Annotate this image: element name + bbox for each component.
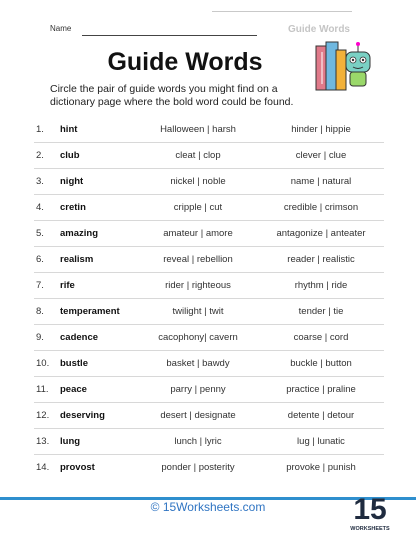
bold-word: cadence	[60, 332, 99, 343]
logo-number: 15	[353, 493, 387, 526]
item-number: 2.	[36, 150, 44, 161]
guide-pair-b[interactable]: lug | lunatic	[297, 436, 345, 447]
guide-pair-b[interactable]: buckle | button	[290, 358, 352, 369]
item-number: 9.	[36, 332, 44, 343]
guide-pair-b[interactable]: tender | tie	[298, 306, 344, 317]
guide-pair-b[interactable]: clever | clue	[295, 150, 347, 161]
list-item	[0, 299, 416, 325]
bold-word: night	[60, 176, 84, 187]
guide-pair-a[interactable]: basket | bawdy	[166, 358, 230, 369]
guide-pair-b[interactable]: detente | detour	[287, 410, 355, 421]
guide-pair-b[interactable]: practice | praline	[286, 384, 356, 395]
name-label: Name	[50, 24, 72, 33]
bold-word: hint	[60, 124, 78, 135]
logo-text: WORKSHEETS	[350, 526, 390, 532]
copyright-link[interactable]: © 15Worksheets.com	[150, 500, 266, 514]
list-item	[0, 403, 416, 429]
guide-pair-a[interactable]: nickel | noble	[170, 176, 226, 187]
header-divider	[212, 11, 352, 12]
list-item	[0, 455, 416, 481]
instructions: Circle the pair of guide words you might find on a dictionary page where the bold word could be found.	[50, 83, 294, 108]
item-number: 13.	[36, 436, 50, 447]
list-item	[0, 351, 416, 377]
item-number: 1.	[36, 124, 44, 135]
list-item	[0, 195, 416, 221]
item-number: 5.	[36, 228, 44, 239]
brand-label: Guide Words	[287, 24, 350, 35]
guide-pair-a[interactable]: amateur | amore	[163, 228, 233, 239]
list-item	[0, 221, 416, 247]
guide-pair-a[interactable]: parry | penny	[170, 384, 226, 395]
list-item	[0, 377, 416, 403]
bold-word: rife	[60, 280, 75, 291]
bold-word: peace	[60, 384, 87, 395]
worksheet-header	[50, 24, 350, 38]
list-item	[0, 325, 416, 351]
bold-word: temperament	[60, 306, 120, 317]
books-robot-illustration	[312, 36, 376, 96]
guide-pair-b[interactable]: provoke | punish	[286, 462, 356, 473]
item-number: 7.	[36, 280, 44, 291]
item-number: 4.	[36, 202, 44, 213]
guide-pair-b[interactable]: hinder | hippie	[291, 124, 351, 135]
worksheets-logo	[350, 485, 390, 535]
guide-pair-a[interactable]: lunch | lyric	[174, 436, 222, 447]
guide-pair-a[interactable]: twilight | twit	[172, 306, 224, 317]
item-number: 12.	[36, 410, 50, 421]
bold-word: lung	[60, 436, 81, 447]
list-item	[0, 117, 416, 143]
page-title: Guide Words	[107, 48, 263, 76]
bold-word: realism	[60, 254, 94, 265]
bold-word: club	[60, 150, 80, 161]
item-number: 11.	[36, 384, 49, 395]
list-item	[0, 169, 416, 195]
bold-word: bustle	[60, 358, 88, 369]
guide-pair-b[interactable]: name | natural	[290, 176, 352, 187]
bold-word: deserving	[60, 410, 105, 421]
item-number: 14.	[36, 462, 50, 473]
bold-word: cretin	[60, 202, 86, 213]
guide-pair-b[interactable]: coarse | cord	[293, 332, 349, 343]
guide-pair-a[interactable]: cacophony| cavern	[158, 332, 238, 343]
item-number: 8.	[36, 306, 44, 317]
guide-pair-b[interactable]: credible | crimson	[283, 202, 359, 213]
item-number: 6.	[36, 254, 44, 265]
guide-pair-a[interactable]: rider | righteous	[165, 280, 231, 291]
guide-pair-a[interactable]: reveal | rebellion	[163, 254, 233, 265]
guide-pair-a[interactable]: cripple | cut	[173, 202, 223, 213]
bold-word: provost	[60, 462, 95, 473]
guide-pair-a[interactable]: ponder | posterity	[161, 462, 235, 473]
guide-pair-b[interactable]: rhythm | ride	[294, 280, 348, 291]
list-item	[0, 429, 416, 455]
guide-pair-a[interactable]: cleat | clop	[175, 150, 221, 161]
item-number: 10.	[36, 358, 50, 369]
name-field-line[interactable]	[82, 35, 257, 36]
list-item	[0, 247, 416, 273]
guide-pair-a[interactable]: Halloween | harsh	[160, 124, 236, 135]
guide-pair-a[interactable]: desert | designate	[160, 410, 236, 421]
guide-pair-b[interactable]: reader | realistic	[287, 254, 355, 265]
item-number: 3.	[36, 176, 44, 187]
list-item	[0, 273, 416, 299]
guide-pair-b[interactable]: antagonize | anteater	[276, 228, 366, 239]
list-item	[0, 143, 416, 169]
bold-word: amazing	[60, 228, 99, 239]
